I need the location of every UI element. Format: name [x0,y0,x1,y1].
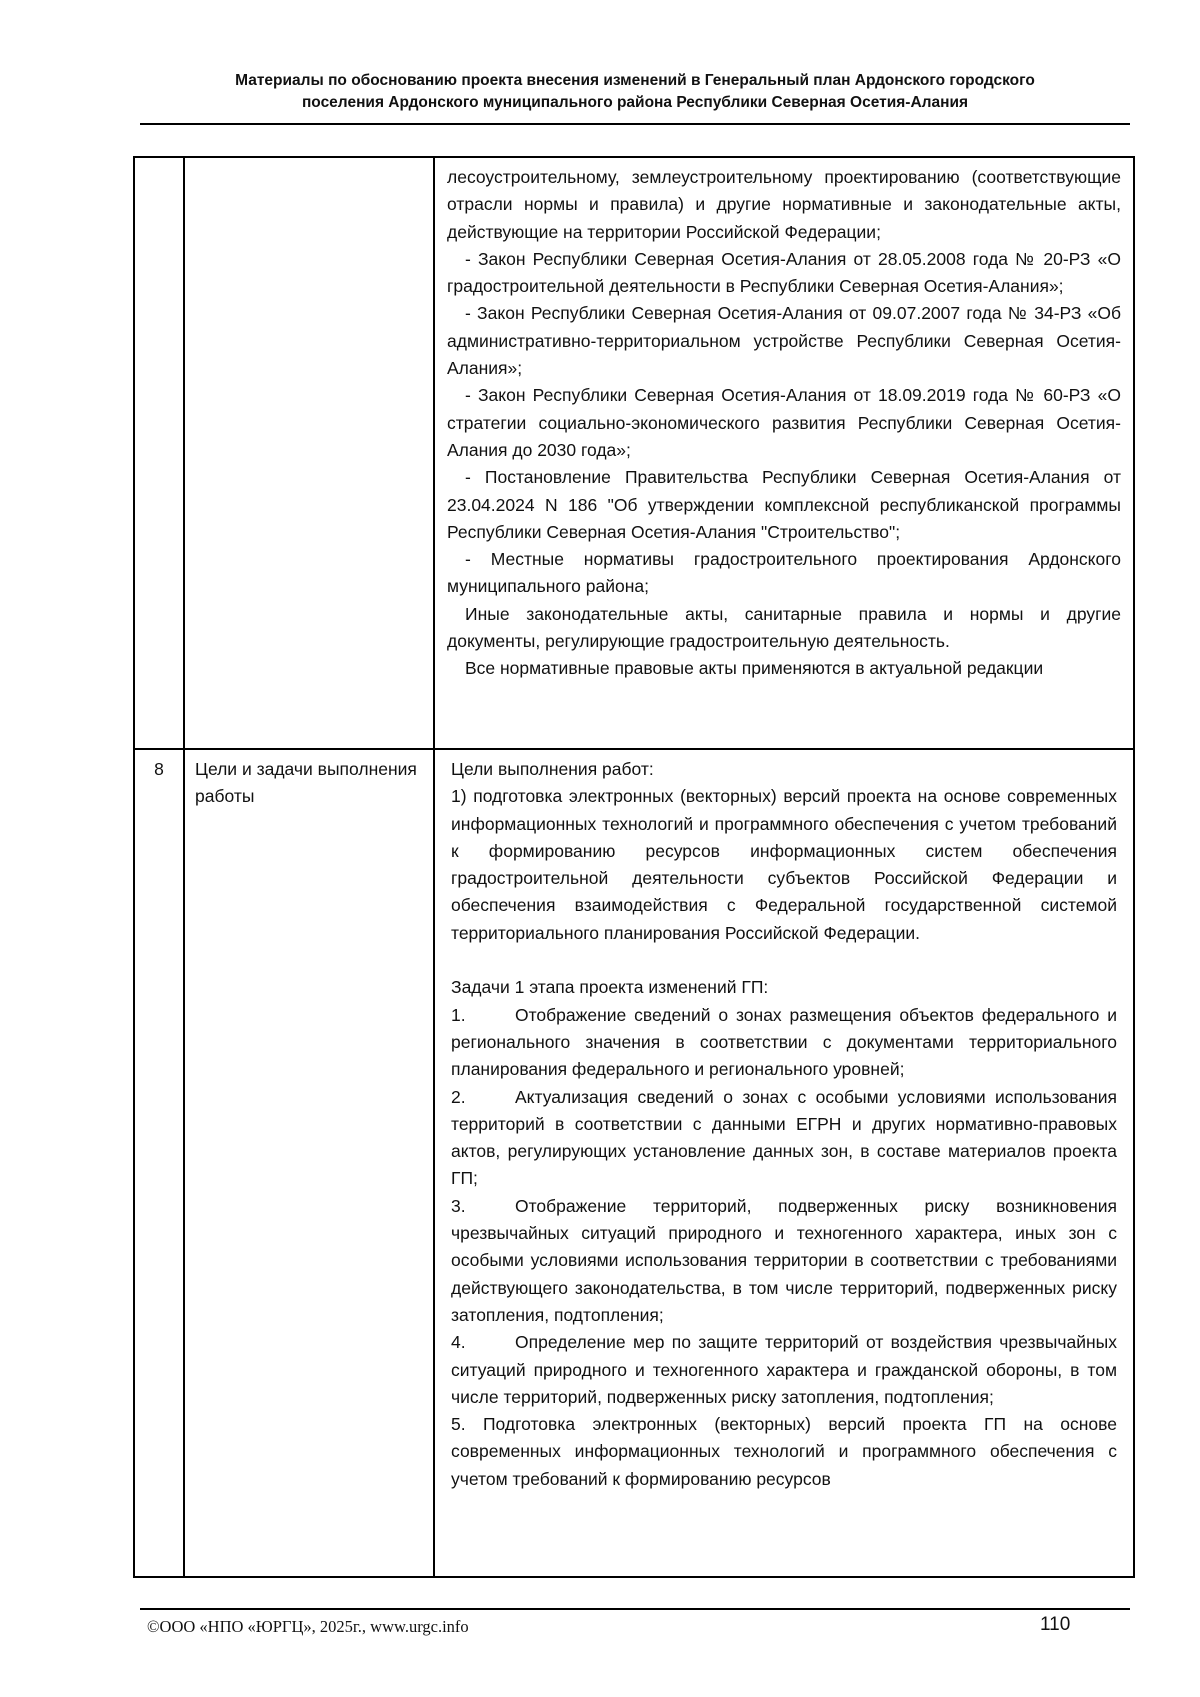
task-text: Отображение территорий, подверженных риску возникновения чрезвычайных ситуаций природного и техногенного характера, иных зон с особыми условиями использования территории в соответствии с требованиями действующего законодательства, в том числе территорий, подверженных риску затопления, подтопления; [451,1195,1117,1325]
goal-item: 1) подготовка электронных (векторных) версий проекта на основе современных информационных технологий и программного обеспечения с учетом требований к формированию ресурсов информационных систем обеспечения градостроительной деятельности субъектов Российской Федерации и обеспечения взаимодействия с Федеральной государственной системой территориального планирования Российской Федерации. [451,786,1117,943]
page-number: 110 [1040,1614,1071,1635]
tasks-title: Задачи 1 этапа проекта изменений ГП: [451,977,769,998]
header-title-line-1: Материалы по обоснованию проекта внесения изменений в Генеральный план Ардонского городского [235,72,1035,89]
task-item: 5. Подготовка электронных (векторных) версий проекта ГП на основе современных информационных технологий и программного обеспечения с учетом требований к формированию ресурсов [451,1414,1117,1489]
task-number: 3. [451,1195,466,1216]
requirements-table [133,156,1135,1578]
row-number-cell [134,157,184,749]
task-text: Актуализация сведений о зонах с особыми условиями использования территорий в соответствии с данными ЕГРН и других нормативно-правовых актов, регулирующих установление данных зон, в составе материалов проекта ГП; [451,1086,1117,1189]
header-title-line-2: поселения Ардонского муниципального района Республики Северная Осетия-Алания [301,94,969,111]
task-item [451,1329,1117,1411]
row-number-cell: 8 [134,749,184,1577]
law-item: - Закон Республики Северная Осетия-Алания от 18.09.2019 года № 60-РЗ «О стратегии социально-экономического развития Республики Северная Осетия-Алания до 2030 года»; [447,385,1121,460]
task-number: 1. [451,1004,466,1025]
task-number: 4. [451,1332,466,1353]
paragraph: лесоустроительному, землеустроительному проектированию (соответствующие отрасли нормы и правила) и другие нормативные и законодательные акты, действующие на территории Российской Федерации; [447,167,1121,242]
footer-copyright: ©ООО «НПО «ЮРГЦ», 2025г., www.urgc.info [147,1617,469,1636]
law-item: - Местные нормативы градостроительного проектирования Ардонского муниципального района; [447,549,1121,597]
row-name-cell: Цели и задачи выполнения работы [184,749,434,1577]
row-name-cell [184,157,434,749]
task-item [451,1084,1117,1193]
blank-line [451,947,1117,974]
law-item: - Закон Республики Северная Осетия-Алания от 09.07.2007 года № 34-РЗ «Об административно-территориальном устройстве Республики Северная Осетия-Алания»; [447,303,1121,379]
footer-divider [140,1608,1130,1610]
law-item: - Постановление Правительства Республики Северная Осетия-Алания от 23.04.2024 N 186 "Об утверждении комплексной республиканской программы Республики Северная Осетия-Алания "Строительство"; [447,467,1121,542]
header-divider [140,123,1130,125]
goals-title: Цели выполнения работ: [451,759,654,779]
paragraph: Иные законодательные акты, санитарные правила и нормы и другие документы, регулирующие градостроительную деятельность. [447,603,1121,652]
task-item [451,1002,1117,1084]
task-text: Определение мер по защите территорий от воздействия чрезвычайных ситуаций природного и техногенного характера и гражданской обороны, в том числе территорий, подверженных риску затопления, подтопления; [451,1332,1117,1407]
table-row [134,749,1134,1577]
task-number: 2. [451,1086,466,1107]
table-row [134,157,1134,749]
page-header [140,70,1130,114]
task-item [451,1193,1117,1329]
paragraph: Все нормативные правовые акты применяются в актуальной редакции [465,658,1044,679]
law-item: - Закон Республики Северная Осетия-Алания от 28.05.2008 года № 20-РЗ «О градостроительной деятельности в Республики Северная Осетия-Алания»; [447,248,1121,297]
task-text: Отображение сведений о зонах размещения объектов федерального и регионального значения в соответствии с документами территориального планирования федерального и регионального уровней; [451,1004,1117,1080]
row-content-cell [434,749,1134,1577]
row-content-cell [434,157,1134,749]
